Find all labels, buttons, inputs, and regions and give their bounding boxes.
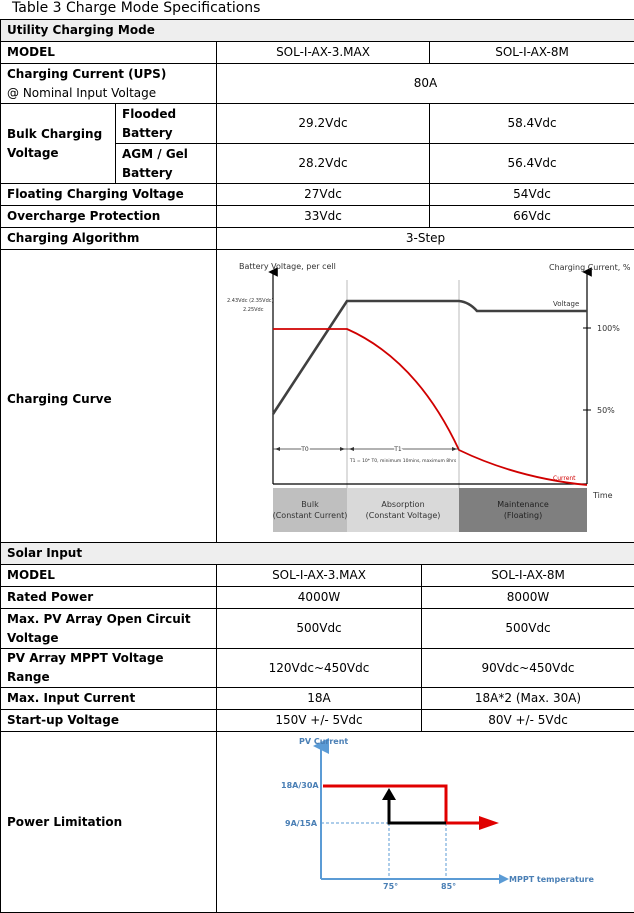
volt-mark-1: 2.43Vdc (2.35Vdc): [227, 298, 273, 304]
model-label: MODEL: [1, 42, 217, 64]
stage-maintenance-title: Maintenance: [497, 500, 549, 509]
flooded-label: [116, 104, 217, 144]
flooded-label-line2: Battery: [122, 124, 210, 143]
mppt-temperature-title: MPPT temperature: [509, 875, 594, 884]
solar-model-label: MODEL: [1, 565, 217, 587]
current-limit-red-curve: [323, 786, 479, 823]
volt-mark-2: 2.25Vdc: [243, 307, 264, 313]
charging-current-label: [1, 64, 217, 104]
charging-curve-label: Charging Curve: [1, 250, 217, 549]
model-a: SOL-I-AX-3.MAX: [217, 42, 430, 64]
flooded-a: 29.2Vdc: [217, 104, 430, 144]
bulk-label-line2: Voltage: [7, 144, 109, 163]
voltage-curve: [273, 301, 587, 414]
power-limitation-label: Power Limitation: [1, 732, 217, 913]
stage-maintenance-sub: (Floating): [504, 511, 542, 520]
floating-label: Floating Charging Voltage: [1, 184, 217, 206]
charging-curve-cell: [217, 250, 634, 549]
current-label: Current: [553, 475, 576, 482]
agm-label: [116, 144, 217, 184]
mppt-a: 120Vdc~450Vdc: [217, 649, 422, 688]
stage-maintenance-box: [459, 488, 587, 532]
solar-section-title: Solar Input: [1, 543, 634, 565]
flooded-label-line1: Flooded: [122, 105, 210, 124]
level-low-label: 9A/15A: [285, 819, 318, 828]
y-left-title: Battery Voltage, per cell: [239, 262, 336, 271]
t0-label: T0: [300, 446, 309, 453]
solar-model-b: SOL-I-AX-8M: [422, 565, 634, 587]
stage-bulk-title: Bulk: [301, 500, 319, 509]
table-caption: Table 3 Charge Mode Specifications: [12, 0, 260, 16]
t1-note: T1 = 10* T0, minimum 10mins, maximum 8hrs: [349, 458, 457, 464]
startup-label: Start-up Voltage: [1, 710, 217, 732]
solar-model-a: SOL-I-AX-3.MAX: [217, 565, 422, 587]
black-curve-arrowhead: [382, 788, 396, 800]
utility-charging-table: [0, 19, 634, 549]
overcharge-b: 66Vdc: [430, 206, 634, 228]
power-limitation-cell: [217, 732, 634, 913]
model-b: SOL-I-AX-8M: [430, 42, 634, 64]
mppt-label: PV Array MPPT Voltage Range: [1, 649, 217, 688]
solar-input-table: [0, 542, 634, 913]
overcharge-label: Overcharge Protection: [1, 206, 217, 228]
overcharge-a: 33Vdc: [217, 206, 430, 228]
y-right-title: Charging Current, %: [549, 263, 631, 272]
t1-label: T1: [393, 446, 402, 453]
agm-label-line2: Battery: [122, 164, 210, 183]
time-label: Time: [592, 491, 613, 500]
charging-current-subtitle: @ Nominal Input Voltage: [7, 84, 210, 103]
level-high-label: 18A/30A: [281, 781, 319, 790]
voc-label-line2: Voltage: [7, 629, 210, 648]
voc-label: [1, 609, 217, 649]
rated-power-a: 4000W: [217, 587, 422, 609]
bulk-label-line1: Bulk Charging: [7, 125, 109, 144]
temp-75-label: 75°: [383, 882, 398, 891]
power-limitation-diagram: [217, 732, 633, 906]
utility-section-title: Utility Charging Mode: [1, 20, 634, 42]
charging-current-title: Charging Current (UPS): [7, 65, 210, 84]
mppt-b: 90Vdc~450Vdc: [422, 649, 634, 688]
algorithm-value: 3-Step: [217, 228, 634, 250]
voc-label-line1: Max. PV Array Open Circuit: [7, 610, 210, 629]
charging-current-value: 80A: [217, 64, 634, 104]
voc-b: 500Vdc: [422, 609, 634, 649]
bulk-charging-label: [1, 104, 116, 184]
charging-curve-diagram: [217, 250, 633, 542]
stage-absorption-sub: (Constant Voltage): [366, 511, 441, 520]
voltage-label: Voltage: [553, 300, 579, 308]
stage-absorption-box: [347, 488, 459, 532]
startup-a: 150V +/- 5Vdc: [217, 710, 422, 732]
voc-a: 500Vdc: [217, 609, 422, 649]
flooded-b: 58.4Vdc: [430, 104, 634, 144]
stage-bulk-box: [273, 488, 347, 532]
algorithm-label: Charging Algorithm: [1, 228, 217, 250]
agm-a: 28.2Vdc: [217, 144, 430, 184]
rated-power-b: 8000W: [422, 587, 634, 609]
red-curve-arrowhead: [479, 816, 499, 830]
startup-b: 80V +/- 5Vdc: [422, 710, 634, 732]
stage-absorption-title: Absorption: [381, 500, 424, 509]
pv-current-title: PV Current: [299, 737, 348, 746]
current-recovery-black-curve: [389, 796, 446, 823]
temperature-axis-arrowhead: [499, 874, 509, 884]
input-current-a: 18A: [217, 688, 422, 710]
label-50-pct: 50%: [597, 406, 615, 415]
temp-85-label: 85°: [441, 882, 456, 891]
stage-bulk-sub: (Constant Current): [273, 511, 348, 520]
input-current-b: 18A*2 (Max. 30A): [422, 688, 634, 710]
input-current-label: Max. Input Current: [1, 688, 217, 710]
floating-a: 27Vdc: [217, 184, 430, 206]
label-100-pct: 100%: [597, 324, 620, 333]
rated-power-label: Rated Power: [1, 587, 217, 609]
agm-label-line1: AGM / Gel: [122, 145, 210, 164]
agm-b: 56.4Vdc: [430, 144, 634, 184]
floating-b: 54Vdc: [430, 184, 634, 206]
